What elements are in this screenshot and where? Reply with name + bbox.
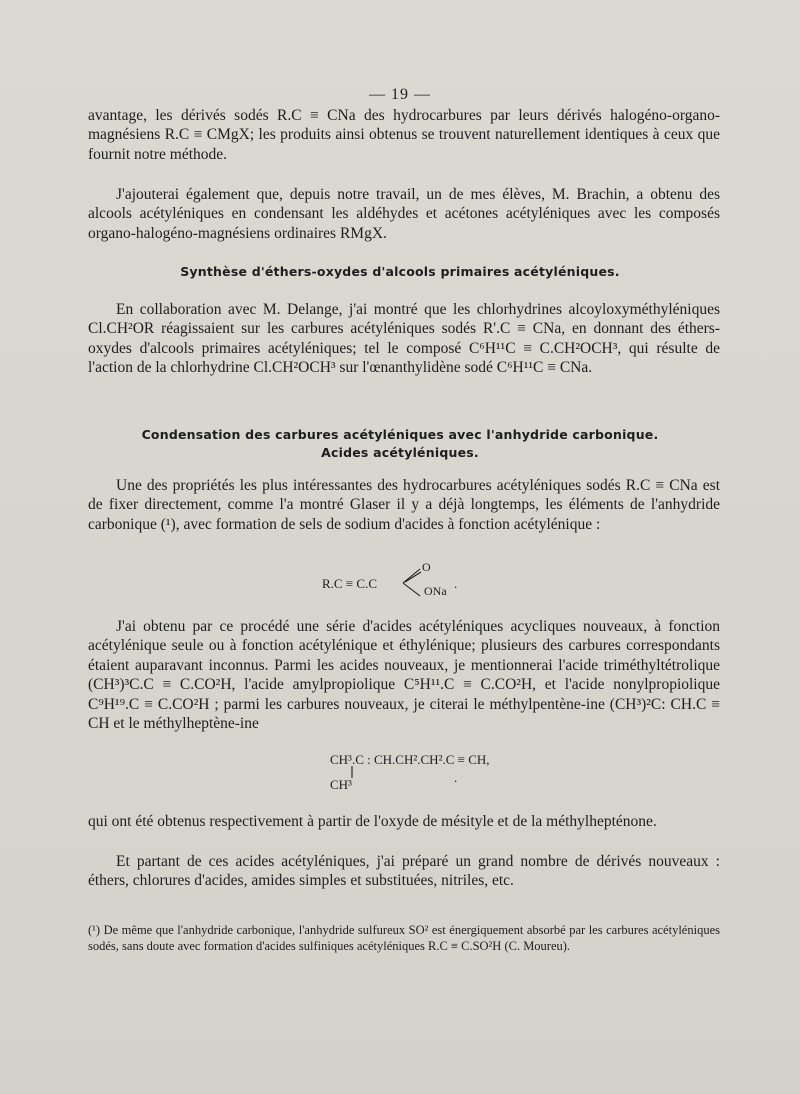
- formula-ona: ONa: [424, 584, 447, 598]
- page-number: — 19 —: [369, 86, 431, 103]
- section-heading-acides: Acides acétyléniques.: [321, 445, 479, 460]
- formula-dot: .: [454, 576, 458, 591]
- formula-dot-2: .: [454, 770, 458, 785]
- paragraph-glaser: Une des propriétés les plus intéressantes des hydrocarbures acétyléniques sodés R.C ≡ CNa est de fixer directement, comme l'a montré Glaser il y a déjà longtemps, les éléments de l'anhydride carbonique (¹), avec formation de sels de sodium d'acides à fonction acétylénique :: [88, 477, 720, 533]
- formula-main: R.C ≡ C.C: [322, 576, 378, 591]
- formula-methylheptene-ine: [330, 752, 510, 794]
- formula-bond-lines: [402, 566, 424, 600]
- paragraph-derives-nouveaux: Et partant de ces acides acétyléniques, j'ai préparé un grand nombre de dérivés nouveaux : éthers, chlorures d'acides, amides simples et substituées, nitriles, etc.: [88, 853, 720, 890]
- paragraph-brachin: J'ajouterai également que, depuis notre travail, un de mes élèves, M. Brachin, a obtenu des alcools acétyléniques en condensant les aldéhydes et acétones acétyléniques avec les composés organo-halogéno-magnésiens ordinaires RMgX.: [88, 186, 720, 242]
- formula-branch: CH³: [330, 777, 352, 792]
- paragraph-nouveaux-acides: J'ai obtenu par ce procédé une série d'acides acétyléniques acycliques nouveaux, à fonction acétylénique seule ou à fonction acétylénique et éthylénique; plusieurs des carbures correspondants étaient auparavant inconnus. Parmi les acides nouveaux, je mentionnerai l'acide triméthyltétrolique (CH³)³C.C ≡ C.CO²H, l'acide amylpropiolique C⁵H¹¹.C ≡ C.CO²H, et l'acide nonylpropiolique C⁹H¹⁹.C ≡ C.CO²H ; parmi les carbures nouveaux, je citerai le méthylpentène-ine (CH³)²C: CH.C ≡ CH et le méthylheptène-ine: [88, 618, 720, 733]
- paragraph-organo-magnesiens: avantage, les dérivés sodés R.C ≡ CNa des hydrocarbures par leurs dérivés halogéno-organo-magnésiens R.C ≡ CMgX; les produits ainsi obtenus se trouvent naturellement identiques à ceux que fournit notre méthode.: [88, 107, 720, 163]
- section-heading-condensation: Condensation des carbures acétyléniques avec l'anhydride carbonique.: [141, 427, 659, 442]
- formula-oxygen: O: [422, 560, 431, 574]
- paragraph-mesityle: qui ont été obtenus respectivement à partir de l'oxyde de mésityle et de la méthylhepténone.: [88, 813, 657, 830]
- paragraph-delange: En collaboration avec M. Delange, j'ai montré que les chlorhydrines alcoyloxyméthyléniques Cl.CH²OR réagissaient sur les carbures acétyléniques sodés R'.C ≡ CNa, en donnant des éthers-oxydes d'alcools primaires acétyléniques; tel le composé C⁶H¹¹C ≡ C.CH²OCH³, qui résulte de l'action de la chlorhydrine Cl.CH²OCH³ sur l'œnanthylidène sodé C⁶H¹¹C ≡ CNa.: [88, 301, 720, 377]
- section-heading-ethers-oxydes: Synthèse d'éthers-oxydes d'alcools primaires acétyléniques.: [180, 264, 620, 279]
- formula-sodium-salt: [322, 560, 482, 606]
- footnote: (¹) De même que l'anhydride carbonique, l'anhydride sulfureux SO² est énergiquement absorbé par les carbures acétyléniques sodés, sans doute avec formation d'acides sulfiniques acétyléniques R.C ≡ C.SO²H (C. Moureu).: [88, 923, 720, 953]
- formula-chain: CH³.C : CH.CH².CH².C ≡ CH,: [330, 752, 490, 767]
